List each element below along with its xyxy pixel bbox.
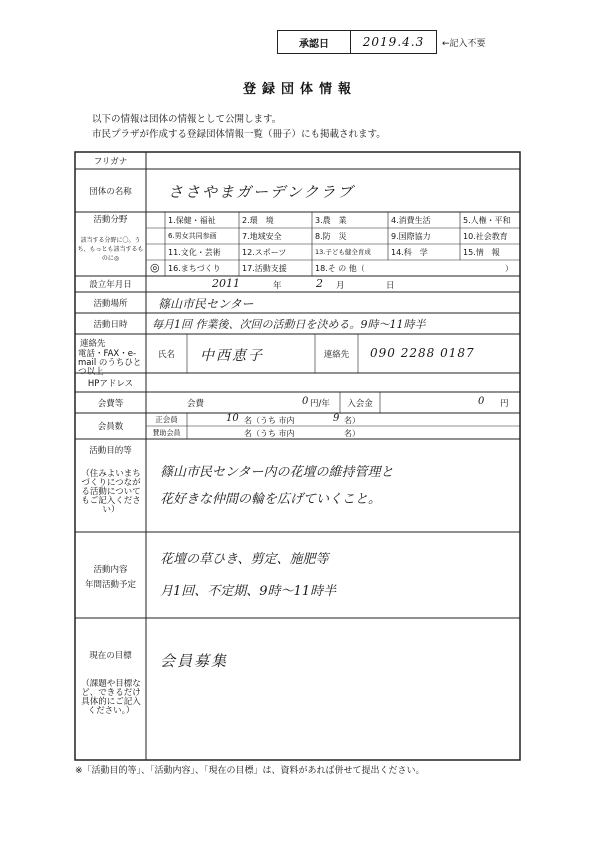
established-year[interactable]: 2011 (212, 277, 240, 290)
members-label: 会員数 (97, 422, 124, 432)
content-label: 活動内容 (93, 565, 128, 575)
approval-note: ←記入不要 (442, 39, 486, 49)
fee-value[interactable]: 0 (302, 396, 309, 407)
fee-label: 会費 (187, 399, 205, 409)
support-member-label: 賛助会員 (152, 428, 181, 437)
goal-label: 現在の目標 (89, 651, 132, 661)
entry-fee-label: 入会金 (347, 398, 373, 409)
field-option-11[interactable]: 11.文化・芸術 (168, 248, 221, 257)
field-option-13[interactable]: 13.子ども健全育成 (315, 248, 371, 256)
content-line-2[interactable]: 月1回、不定期、9時～11時半 (160, 584, 337, 599)
established-year-unit: 年 (273, 281, 282, 291)
schedule-label: 活動日時 (93, 319, 128, 330)
regular-member-count[interactable]: 10 (226, 413, 239, 424)
field-option-9[interactable]: 9.国際協力 (391, 232, 431, 241)
regular-member-label: 正会員 (155, 415, 178, 424)
field-option-18-close: ） (505, 264, 513, 273)
fee-unit: 円/年 (310, 399, 330, 409)
field-option-3[interactable]: 3.農 業 (315, 216, 347, 225)
regular-member-unit: 名（うち 市内 (244, 416, 295, 425)
approval-date-value: 2019.4.3 (362, 35, 425, 49)
goal-value[interactable]: 会員募集 (160, 652, 229, 670)
field-option-12[interactable]: 12.スポーツ (242, 248, 287, 257)
regular-member-city[interactable]: 9 (333, 413, 340, 424)
contact-phone-label: 連絡先 (323, 349, 350, 360)
established-day-unit: 日 (386, 281, 395, 291)
intro-line-1: 以下の情報は団体の情報として公開します。 (92, 114, 282, 125)
field-option-16[interactable]: 16.まちづくり (168, 264, 221, 273)
footnote: ※「活動目的等」、「活動内容」、「現在の目標」は、資料があれば併せて提出ください。 (75, 766, 425, 776)
contact-phone-value[interactable]: 090 2288 0187 (370, 346, 475, 360)
field-option-7[interactable]: 7.地域安全 (242, 232, 282, 241)
homepage-label: HPアドレス (87, 378, 134, 389)
field-option-10[interactable]: 10.社会教育 (463, 232, 508, 241)
contact-name-label: 氏名 (157, 349, 175, 360)
annual-plan-label: 年間活動予定 (84, 580, 136, 590)
location-label: 活動場所 (93, 298, 128, 309)
support-member-city-unit: 名） (344, 429, 360, 438)
intro-line-2: 市民プラザが作成する登録団体情報一覧（冊子）にも掲載されます。 (92, 129, 386, 140)
field-option-15[interactable]: 15.情 報 (463, 248, 500, 257)
regular-member-city-unit: 名） (344, 416, 360, 425)
goal-note: （課題や目標など、できるだけ具体的にご記入ください。） (81, 679, 141, 716)
page-title: 登録団体情報 (242, 82, 357, 97)
field-option-17[interactable]: 17.活動支援 (242, 264, 287, 273)
field-option-8[interactable]: 8.防 災 (315, 232, 347, 241)
group-name-value[interactable]: ささやまガーデンクラブ (168, 183, 355, 201)
support-member-unit: 名（うち 市内 (244, 429, 295, 438)
content-line-1[interactable]: 花壇の草ひき、剪定、施肥等 (160, 552, 329, 567)
field-option-14[interactable]: 14.科 学 (391, 248, 428, 257)
field-option-18[interactable]: 18.そ の 他（ (315, 264, 365, 273)
purpose-label: 活動目的等 (89, 446, 132, 456)
contact-note: 電話・FAX・e-mail のうちひとつ以上 (78, 349, 142, 377)
contact-name-value[interactable]: 中西恵子 (200, 348, 264, 364)
established-month-unit: 月 (336, 281, 345, 291)
activity-field-label: 活動分野 (93, 215, 128, 225)
fees-label: 会費等 (97, 398, 124, 409)
established-label: 設立年月日 (89, 280, 132, 290)
contact-label: 連絡先 (80, 339, 106, 349)
field-option-5[interactable]: 5.人権・平和 (463, 216, 511, 225)
entry-fee-unit: 円 (500, 399, 509, 409)
field-option-1[interactable]: 1.保健・福祉 (168, 216, 216, 225)
schedule-value[interactable]: 毎月1回 作業後、次回の活動日を決める。9時～11時半 (152, 318, 426, 331)
group-name-label: 団体の名称 (89, 186, 132, 197)
entry-fee-value[interactable]: 0 (478, 396, 485, 407)
established-month[interactable]: 2 (316, 277, 323, 290)
field-option-4[interactable]: 4.消費生活 (391, 216, 431, 225)
approval-label: 承認日 (278, 31, 351, 53)
field-option-6[interactable]: 6.男女共同参画 (168, 232, 217, 240)
purpose-line-2[interactable]: 花好きな仲間の輪を広げていくこと。 (160, 492, 382, 507)
field-option-2[interactable]: 2.環 境 (242, 216, 274, 225)
purpose-line-1[interactable]: 篠山市民センター内の花壇の維持管理と (160, 465, 394, 480)
field-selected-mark: ◎ (150, 261, 160, 274)
activity-field-note: 該当する分野に〇。うち、もっとも該当するものに◎ (77, 236, 144, 262)
furigana-label: フリガナ (93, 156, 128, 167)
location-value[interactable]: 篠山市民センター (158, 297, 254, 311)
purpose-note: （住みよいまちづくりにつながる活動についてもご記入ください） (81, 469, 141, 515)
